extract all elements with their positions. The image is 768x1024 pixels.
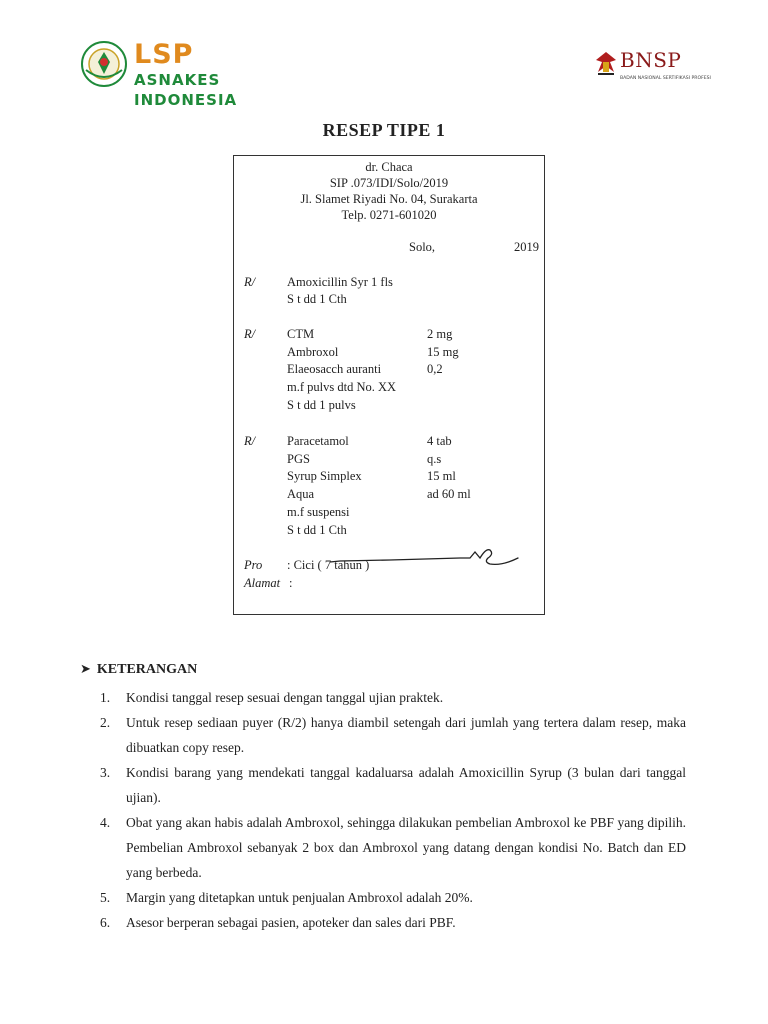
prescription-place: Solo,: [409, 240, 436, 254]
rx3-item-qty: q.s: [427, 452, 442, 466]
lsp-logo: [80, 39, 310, 109]
doctor-sip: SIP .073/IDI/Solo/2019: [329, 176, 449, 190]
pro-label: Pro: [244, 558, 263, 572]
page-title: RESEP TIPE 1: [322, 120, 446, 140]
rx3-item-qty: 15 ml: [427, 469, 456, 483]
list-item-number: 1.: [100, 690, 111, 705]
arrow-bullet-icon: ➤: [80, 662, 91, 677]
list-item-text: Kondisi tanggal resep sesuai dengan tanggal ujian praktek.: [126, 690, 444, 705]
rx2-item-name: CTM: [287, 327, 315, 341]
list-item-text: Untuk resep sediaan puyer (R/2) hanya diambil setengah dari jumlah yang tertera dalam resep, maka dibuatkan copy resep.: [126, 715, 686, 755]
rx-mark-1: R/: [244, 275, 256, 289]
rx3-item-name: Syrup Simplex: [287, 469, 362, 483]
rx-mark-2: R/: [244, 327, 256, 341]
rx1-instruction: S t dd 1 Cth: [287, 292, 347, 306]
list-item-text: Obat yang akan habis adalah Ambroxol, sehingga dilakukan pembelian Ambroxol ke PBF yang dipilih. Pembelian Ambroxol sebanyak 2 box dan Ambroxol yang datang dengan kondisi No. Batch dan ED yang berbeda.: [126, 815, 686, 880]
list-item-text: Kondisi barang yang mendekati tanggal kadaluarsa adalah Amoxicillin Syrup (3 bulan dari tanggal ujian).: [126, 765, 686, 805]
list-item: [100, 760, 686, 810]
keterangan-heading-text: KETERANGAN: [96, 662, 198, 677]
rx3-item-name: Paracetamol: [287, 434, 349, 448]
lsp-seal-icon: [80, 40, 128, 88]
bnsp-subtitle: BADAN NASIONAL SERTIFIKASI PROFESI: [620, 76, 711, 81]
rx3-item-qty: 4 tab: [427, 434, 452, 448]
doctor-address: Jl. Slamet Riyadi No. 04, Surakarta: [300, 192, 478, 206]
keterangan-heading: [80, 662, 197, 678]
list-item: [100, 910, 686, 935]
doctor-signature: [330, 544, 520, 574]
rx3-instruction: S t dd 1 Cth: [287, 523, 347, 537]
prescription-year: 2019: [514, 240, 539, 254]
rx2-item-qty: 2 mg: [427, 327, 453, 341]
list-item-number: 5.: [100, 890, 111, 905]
list-item-text: Asesor berperan sebagai pasien, apoteker dan sales dari PBF.: [126, 915, 456, 930]
list-item-text: Margin yang ditetapkan untuk penjualan Ambroxol adalah 20%.: [126, 890, 473, 905]
lsp-letter-l: L: [134, 39, 153, 70]
list-item-number: 2.: [100, 715, 111, 730]
rx2-item-name: Ambroxol: [287, 345, 339, 359]
list-item-number: 6.: [100, 915, 111, 930]
bnsp-wordmark: BNSP: [620, 48, 682, 72]
rx2-item-name: Elaeosacch auranti: [287, 362, 382, 376]
rx-mark-3: R/: [244, 434, 256, 448]
list-item: [100, 885, 686, 910]
rx2-item-qty: 15 mg: [427, 345, 459, 359]
rx2-instruction: S t dd 1 pulvs: [287, 398, 356, 412]
rx3-item-qty: ad 60 ml: [427, 487, 471, 501]
rx3-item-name: Aqua: [287, 487, 315, 501]
rx2-item-qty: 0,2: [427, 362, 443, 376]
list-item: [100, 710, 686, 760]
list-item: [100, 685, 686, 710]
lsp-subtitle: ASNAKES INDONESIA: [134, 71, 238, 109]
alamat-value: :: [289, 576, 293, 590]
list-item-number: 4.: [100, 815, 111, 830]
garuda-icon: [594, 50, 618, 78]
list-item-number: 3.: [100, 765, 111, 780]
pro-value: : Cici ( 7 tahun ): [287, 558, 370, 572]
keterangan-list: [100, 685, 686, 935]
prescription-box: [233, 155, 545, 615]
doctor-phone: Telp. 0271-601020: [341, 208, 437, 222]
list-item: [100, 810, 686, 885]
rx3-mf: m.f suspensi: [287, 505, 350, 519]
rx2-mf: m.f pulvs dtd No. XX: [287, 380, 397, 394]
rx1-drug: Amoxicillin Syr 1 fls: [287, 275, 393, 289]
lsp-letters-sp: SP: [152, 39, 194, 70]
doctor-name: dr. Chaca: [365, 160, 413, 174]
bnsp-logo: [594, 44, 711, 92]
alamat-label: Alamat: [244, 576, 281, 590]
lsp-wordmark: [134, 40, 310, 110]
rx3-item-name: PGS: [287, 452, 310, 466]
